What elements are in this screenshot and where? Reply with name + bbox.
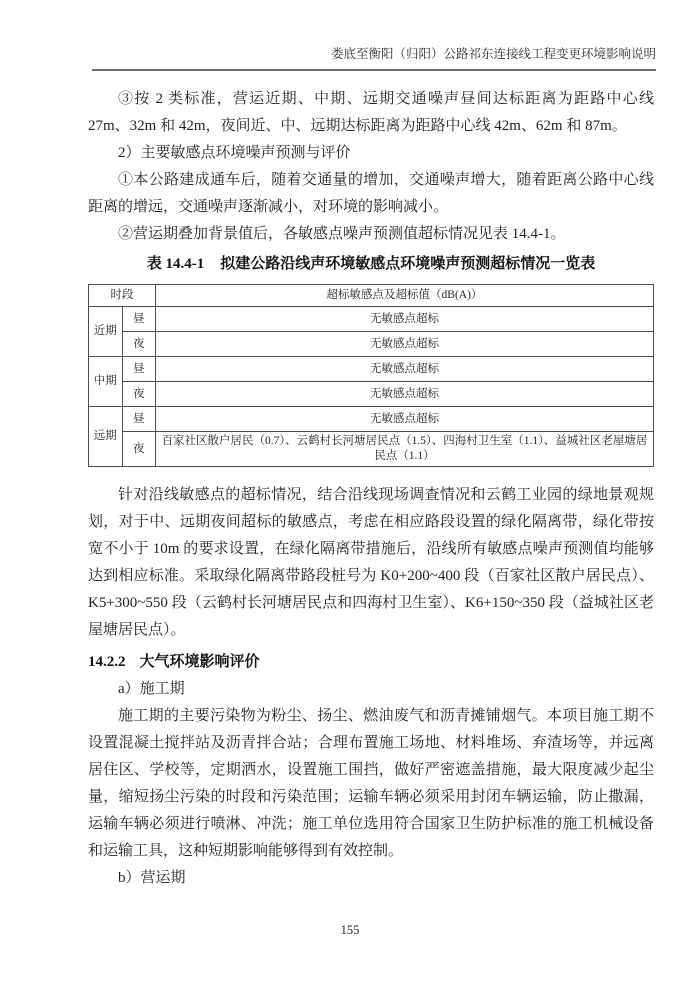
paragraph-noise-standard: ③按 2 类标准，营运近期、中期、远期交通噪声昼间达标距离为距路中心线 27m、32m 和 42m，夜间近、中、远期达标距离为距路中心线 42m、62m 和 87m。 bbox=[88, 91, 654, 134]
period-cell-far: 远期 bbox=[89, 407, 123, 467]
table-row bbox=[89, 332, 654, 357]
value-cell: 无敏感点超标 bbox=[156, 307, 654, 332]
period-cell-near: 近期 bbox=[89, 307, 123, 357]
table-caption-title: 拟建公路沿线声环境敏感点环境噪声预测超标情况一览表 bbox=[220, 256, 596, 272]
sub-item-construction-period: a）施工期 bbox=[118, 681, 185, 697]
paragraph-sensitive-point-heading: 2）主要敏感点环境噪声预测与评价 bbox=[118, 145, 351, 161]
value-cell: 无敏感点超标 bbox=[156, 357, 654, 382]
table-caption bbox=[88, 251, 654, 277]
paragraph-construction-pollution: 施工期的主要污染物为粉尘、扬尘、燃油废气和沥青摊铺烟气。本项目施工期不设置混凝土搅拌站及沥青拌合站；合理布置施工场地、材料堆场、弃渣场等，并远离居住区、学校等，定期洒水，设置施工围挡，做好严密遮盖措施，最大限度减少起尘量，缩短扬尘污染的时段和污染范围；运输车辆必须采用封闭车辆运输，防止撒漏，运输车辆必须进行喷淋、冲洗；施工单位选用符合国家卫生防护标准的施工机械设备和运输工具，这种短期影响能够得到有效控制。 bbox=[88, 708, 654, 859]
value-cell: 百家社区散户居民（0.7）、云鹤村长河塘居民点（1.5）、四海村卫生室（1.1）、益城社区老屋塘居民点（1.1） bbox=[156, 432, 654, 467]
table-row bbox=[89, 407, 654, 432]
table-row bbox=[89, 307, 654, 332]
time-cell: 昼 bbox=[122, 307, 156, 332]
value-cell: 无敏感点超标 bbox=[156, 332, 654, 357]
period-cell-mid: 中期 bbox=[89, 357, 123, 407]
time-cell: 昼 bbox=[122, 357, 156, 382]
noise-exceedance-table bbox=[88, 284, 654, 467]
value-cell: 无敏感点超标 bbox=[156, 407, 654, 432]
time-cell: 夜 bbox=[122, 332, 156, 357]
table-header-row bbox=[89, 285, 654, 307]
spacer bbox=[88, 467, 654, 482]
time-cell: 夜 bbox=[122, 382, 156, 407]
table-caption-label: 表 14.4-1 bbox=[146, 256, 205, 272]
paragraph-table-reference: ②营运期叠加背景值后，各敏感点噪声预测值超标情况见表 14.4-1。 bbox=[118, 226, 566, 242]
table-row bbox=[89, 382, 654, 407]
table-row bbox=[89, 432, 654, 467]
sub-item-operation-period: b）营运期 bbox=[118, 870, 186, 886]
header-cell-value: 超标敏感点及超标值（dB(A)） bbox=[156, 285, 654, 307]
paragraph-traffic-noise: ①本公路建成通车后，随着交通量的增加，交通噪声增大，随着距离公路中心线距离的增远，交通噪声逐渐减小，对环境的影响减小。 bbox=[88, 172, 654, 215]
section-title: 大气环境影响评价 bbox=[139, 654, 260, 670]
page-header bbox=[92, 44, 656, 71]
page-content bbox=[88, 86, 654, 892]
page-number: 155 bbox=[340, 923, 360, 937]
header-cell-period: 时段 bbox=[89, 285, 156, 307]
time-cell: 昼 bbox=[122, 407, 156, 432]
section-number: 14.2.2 bbox=[88, 654, 126, 670]
section-heading-air-impact bbox=[88, 649, 654, 676]
table-row bbox=[89, 357, 654, 382]
time-cell: 夜 bbox=[122, 432, 156, 467]
page-header-title: 娄底至衡阳（归阳）公路祁东连接线工程变更环境影响说明 bbox=[330, 47, 656, 61]
paragraph-mitigation: 针对沿线敏感点的超标情况，结合沿线现场调查情况和云鹤工业园的绿地景观规划，对于中、远期夜间超标的敏感点，考虑在相应路段设置的绿化隔离带，绿化带按宽不小于 10m 的要求设置，在绿化隔离带措施后，沿线所有敏感点噪声预测值均能够达到相应标准。采取绿化隔离带路段桩号为 K0+200~400 段（百家社区散户居民点）、K5+300~550 段（云鹤村长河塘居民点和四海村卫生室）、K6+150~350 段（益城社区老屋塘居民点）。 bbox=[88, 487, 654, 638]
value-cell: 无敏感点超标 bbox=[156, 382, 654, 407]
